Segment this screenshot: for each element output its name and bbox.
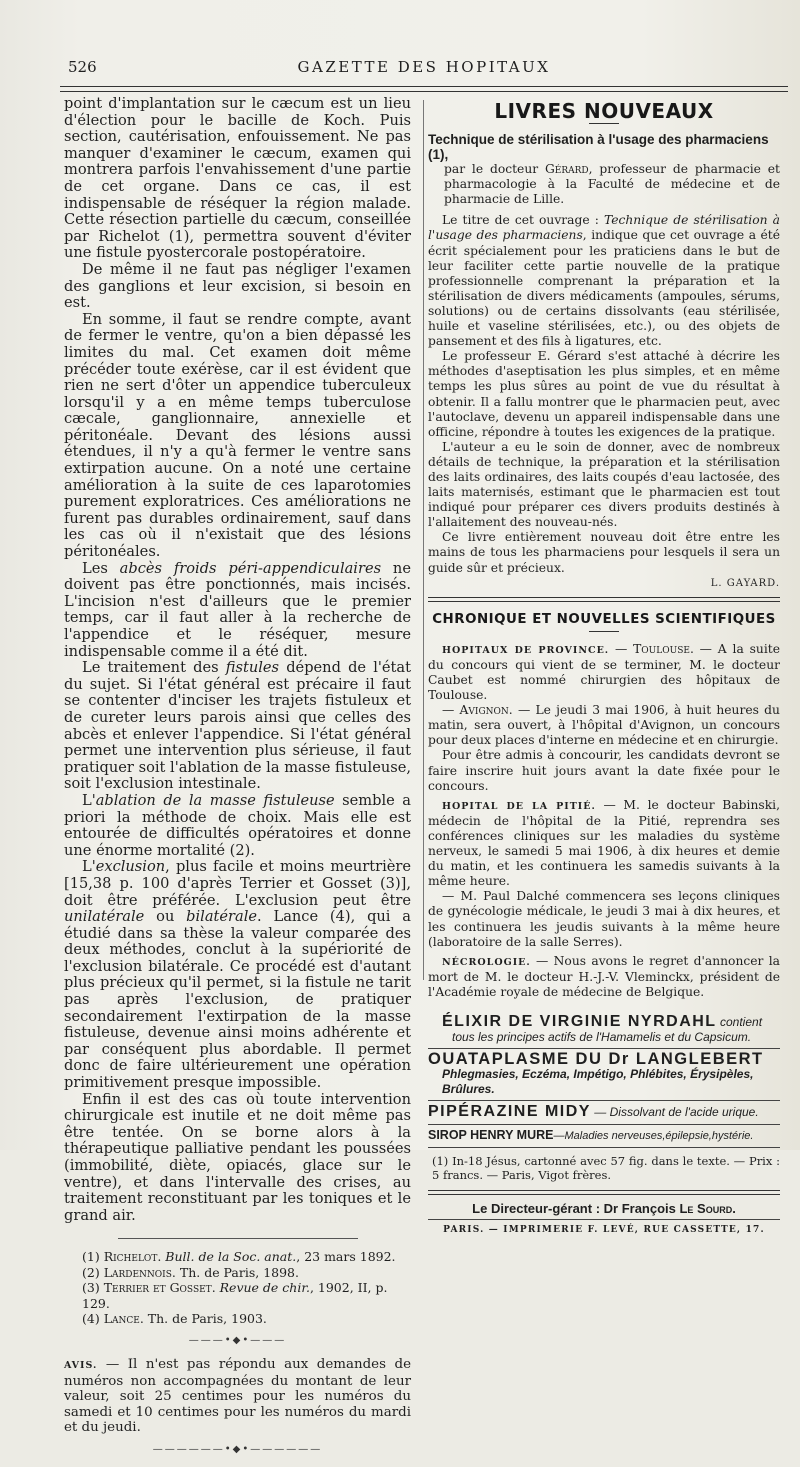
avis-notice: AVIS. — Il n'est pas répondu aux demandes de numéros non accompagnées du montant de leur valeur, soit 25 centimes pour les numéros du samedi et 10 centimes pour les numéros du mardi et du jeudi. [64,1357,411,1436]
column-separator [423,100,424,980]
title-rule [589,631,619,632]
news-item: HOPITAUX DE PROVINCE. — Toulouse. — A la suite du concours qui vient de se terminer, M. le docteur Caubet est nommé chirurgien des hôpitaux de Toulouse. [428,641,781,703]
ornament-divider: ——————•◆•—————— [152,1443,323,1455]
news-item: — Avignon. — Le jeudi 3 mai 1906, à huit heures du matin, sera ouvert, à l'hôpital d'Avignon, un concours pour deux places d'interne en médecine et en chirurgie. [428,703,780,748]
director-line: Le Directeur-gérant : Dr François Le Sourd. [472,1200,736,1216]
news-item: — M. Paul Dalché commencera ses leçons cliniques de gynécologie médicale, le jeudi 3 mai à dix heures, et les continuera les jeudis suivants à la même heure (laboratoire de la salle Serres). [428,889,780,949]
section-title-chronique: CHRONIQUE ET NOUVELLES SCIENTIFIQUES [432,611,776,627]
paragraph: Les abcès froids péri-appendiculaires ne doivent pas être ponctionnés, mais incisés. L'incision n'est d'ailleurs que le premier temps, car il faut aller à la recherche de l'appendice et le réséquer, mesure indispensable comme il a été dit. [64,559,411,660]
footer-rule [428,1190,780,1195]
footnote: (2) Lardennois. Th. de Paris, 1898. [82,1264,299,1280]
news-item: NÉCROLOGIE. — Nous avons le regret d'annoncer la mort de M. le docteur H.-J.-V. Vleminckx, président de l'Académie royale de médecine de Belgique. [428,953,780,999]
advert-rule [428,1147,780,1148]
header-rule [60,86,788,92]
footnote-rule [118,1238,358,1239]
right-column [428,96,780,1238]
paragraph: point d'implantation sur le cæcum est un lieu d'élection pour le bacille de Koch. Puis section, cautérisation, enfouissement. Ne pas manquer d'examiner le cæcum, examen qui montrera parfois l'envahissement d'une partie de cet organe. Dans ce cas, il est indispensable de réséquer la région malade. Cette résection partielle du cæcum, conseillée par Richelot (1), permettra souvent d'éviter une fistule pyostercorale postopératoire. [64,95,411,262]
paragraph: Le professeur E. Gérard s'est attaché à décrire les méthodes d'aseptisation les plus simples, et en même temps les plus sûres au point de vue du résultat à obtenir. Il a fallu montrer que le pharmacien peut, avec l'autoclave, devenu un appareil indispensable dans une officine, répondre à toutes les exigences de la pratique. [428,349,780,439]
news-item: HOPITAL DE LA PITIÉ. — M. le docteur Babinski, médecin de l'hôpital de la Pitié, reprendra ses conférences cliniques sur les maladies du système nerveux, le samedi 5 mai 1906, à dix heures et demie du matin, et les continuera les samedis suivants à la même heure. [428,797,780,889]
news-item: Pour être admis à concourir, les candidats devront se faire inscrire huit jours avant la date fixée pour le concours. [428,748,780,793]
book-title: Technique de stérilisation à l'usage des pharmaciens (1), [428,132,769,163]
journal-title: GAZETTE DES HOPITAUX [297,58,551,76]
advert-rule [428,1100,780,1101]
ornament-divider: ———•◆•——— [188,1334,287,1346]
advert-piperazine: PIPÉRAZINE MIDY — Dissolvant de l'acide urique. [428,1103,759,1121]
footnote: (4) Lance. Th. de Paris, 1903. [82,1311,267,1327]
paragraph: L'exclusion, plus facile et moins meurtrière [15,38 p. 100 d'après Terrier et Gosset (3)], doit être préférée. L'exclusion peut être unilatérale ou bilatérale. Lance (4), qui a étudié dans sa thèse la valeur comparée des deux méthodes, conclut à la supériorité de l'exclusion bilatérale. Ce procédé est d'autant plus précieux qu'il permet, si la fistule ne tarit pas après l'exclusion, de pratiquer secondairement l'extirpation de la masse fistuleuse, devenue ainsi moins adhérente et par conséquent plus abordable. Il permet donc de faire ultérieurement une opération primitivement presque impossible. [64,858,412,1092]
left-column [64,96,411,1467]
page-number: 526 [68,58,97,76]
footer-rule [428,1219,780,1220]
footnote: (3) Terrier et Gosset. Revue de chir., 1902, II, p. 129. [82,1280,388,1311]
paragraph: Le traitement des fistules dépend de l'état du sujet. Si l'état général est précaire il faut se contenter d'inciser les trajets fistuleux et de cureter leurs parois ainsi que celles des abcès et enlever l'appendice. Si l'état général permet une intervention plus sérieuse, il faut pratiquer soit l'ablation de la masse fistuleuse, soit l'exclusion intestinale. [64,659,411,793]
title-rule [589,123,619,124]
footnote: (1) Richelot. Bull. de la Soc. anat., 23 mars 1892. [82,1249,396,1265]
paragraph: Enfin il est des cas où toute intervention chirurgicale est inutile et ne doit même pas être tentée. On se borne alors à la thérapeutique palliative pendant les poussées (immobilité, diète, opiacés, glace sur le ventre), et dans l'intervalle des crises, au traitement reconstituant par les toniques et le grand air. [64,1090,411,1224]
footnotes [64,1249,411,1327]
advert-rule [428,1048,780,1049]
book-footnote: (1) In-18 Jésus, cartonné avec 57 fig. dans le texte. — Prix : 5 francs. — Paris, Vigot frères. [432,1153,780,1182]
paragraph: L'ablation de la masse fistuleuse semble a priori la méthode de choix. Mais elle est entourée de difficultés opératoires et donne une énorme mortalité (2). [64,791,411,859]
advert-elixir: ÉLIXIR DE VIRGINIE NYRDAHL contient tous les principes actifs de l'Hamamelis et du Capsicum. [442,1012,763,1045]
paragraph: En somme, il faut se rendre compte, avant de fermer le ventre, qu'on a bien dépassé les limites du mal. Cet examen doit même précéder toute exérèse, car il est évident que rien ne sert d'ôter un appendice tuberculeux lorsqu'il y a en même temps tuberculose cæcale, ganglionnaire, annexielle et péritonéale. Devant des lésions aussi étendues, il n'y a qu'à fermer le ventre sans extirpation aucune. On a noté une certaine amélioration à la suite de ces laparotomies purement exploratrices. Ces améliorations ne furent pas durables ordinairement, sauf dans les cas où il n'existait que des lésions péritonéales. [64,310,411,561]
paragraph: Le titre de cet ouvrage : Technique de stérilisation à l'usage des pharmaciens, indique que cet ouvrage a été écrit spécialement pour les praticiens dans le but de leur faciliter cette partie nouvelle de la pratique professionnelle comprenant la préparation et la stérilisation de divers médicaments (ampoules, sérums, solutions) ou de certains dissolvants (eau stérilisée, huile et vaseline stérilisées, etc.), ou des objets de pansement et des fils à ligatures, etc. [428,213,781,349]
paragraph: L'auteur a eu le soin de donner, avec de nombreux détails de technique, la préparation et la stérilisation des laits ordinaires, des laits coupés d'eau lactosée, des laits maternisés, estimant que le pharmacien est tout indiqué pour préparer ces divers produits destinés à l'allaitement des nouveau-nés. [428,439,780,530]
printer-imprint: PARIS. — IMPRIMERIE F. LEVÉ, RUE CASSETTE, 17. [443,1224,765,1235]
paragraph: De même il ne faut pas négliger l'examen des ganglions et leur excision, si besoin en est. [64,260,411,312]
book-byline: par le docteur Gérard, professeur de pharmacie et pharmacologie à la Faculté de médecine et de pharmacie de Lille. [444,162,780,207]
advert-rule [428,1124,780,1125]
advert-ouataplasme: OUATAPLASME DU Dr LANGLEBERT Phlegmasies, Eczéma, Impétigo, Phlébites, Érysipèles, Brûlures. [428,1050,764,1097]
page-header [60,56,788,82]
advert-sirop: SIROP HENRY MURE—Maladies nerveuses,épilepsie,hystérie. [428,1127,754,1142]
signature: L. GAYARD. [710,577,780,589]
section-title-livres: LIVRES NOUVEAUX [494,99,714,123]
paragraph: Ce livre entièrement nouveau doit être entre les mains de tous les pharmaciens pour lesquels il sera un guide sûr et précieux. [428,530,780,575]
section-rule [428,597,780,602]
